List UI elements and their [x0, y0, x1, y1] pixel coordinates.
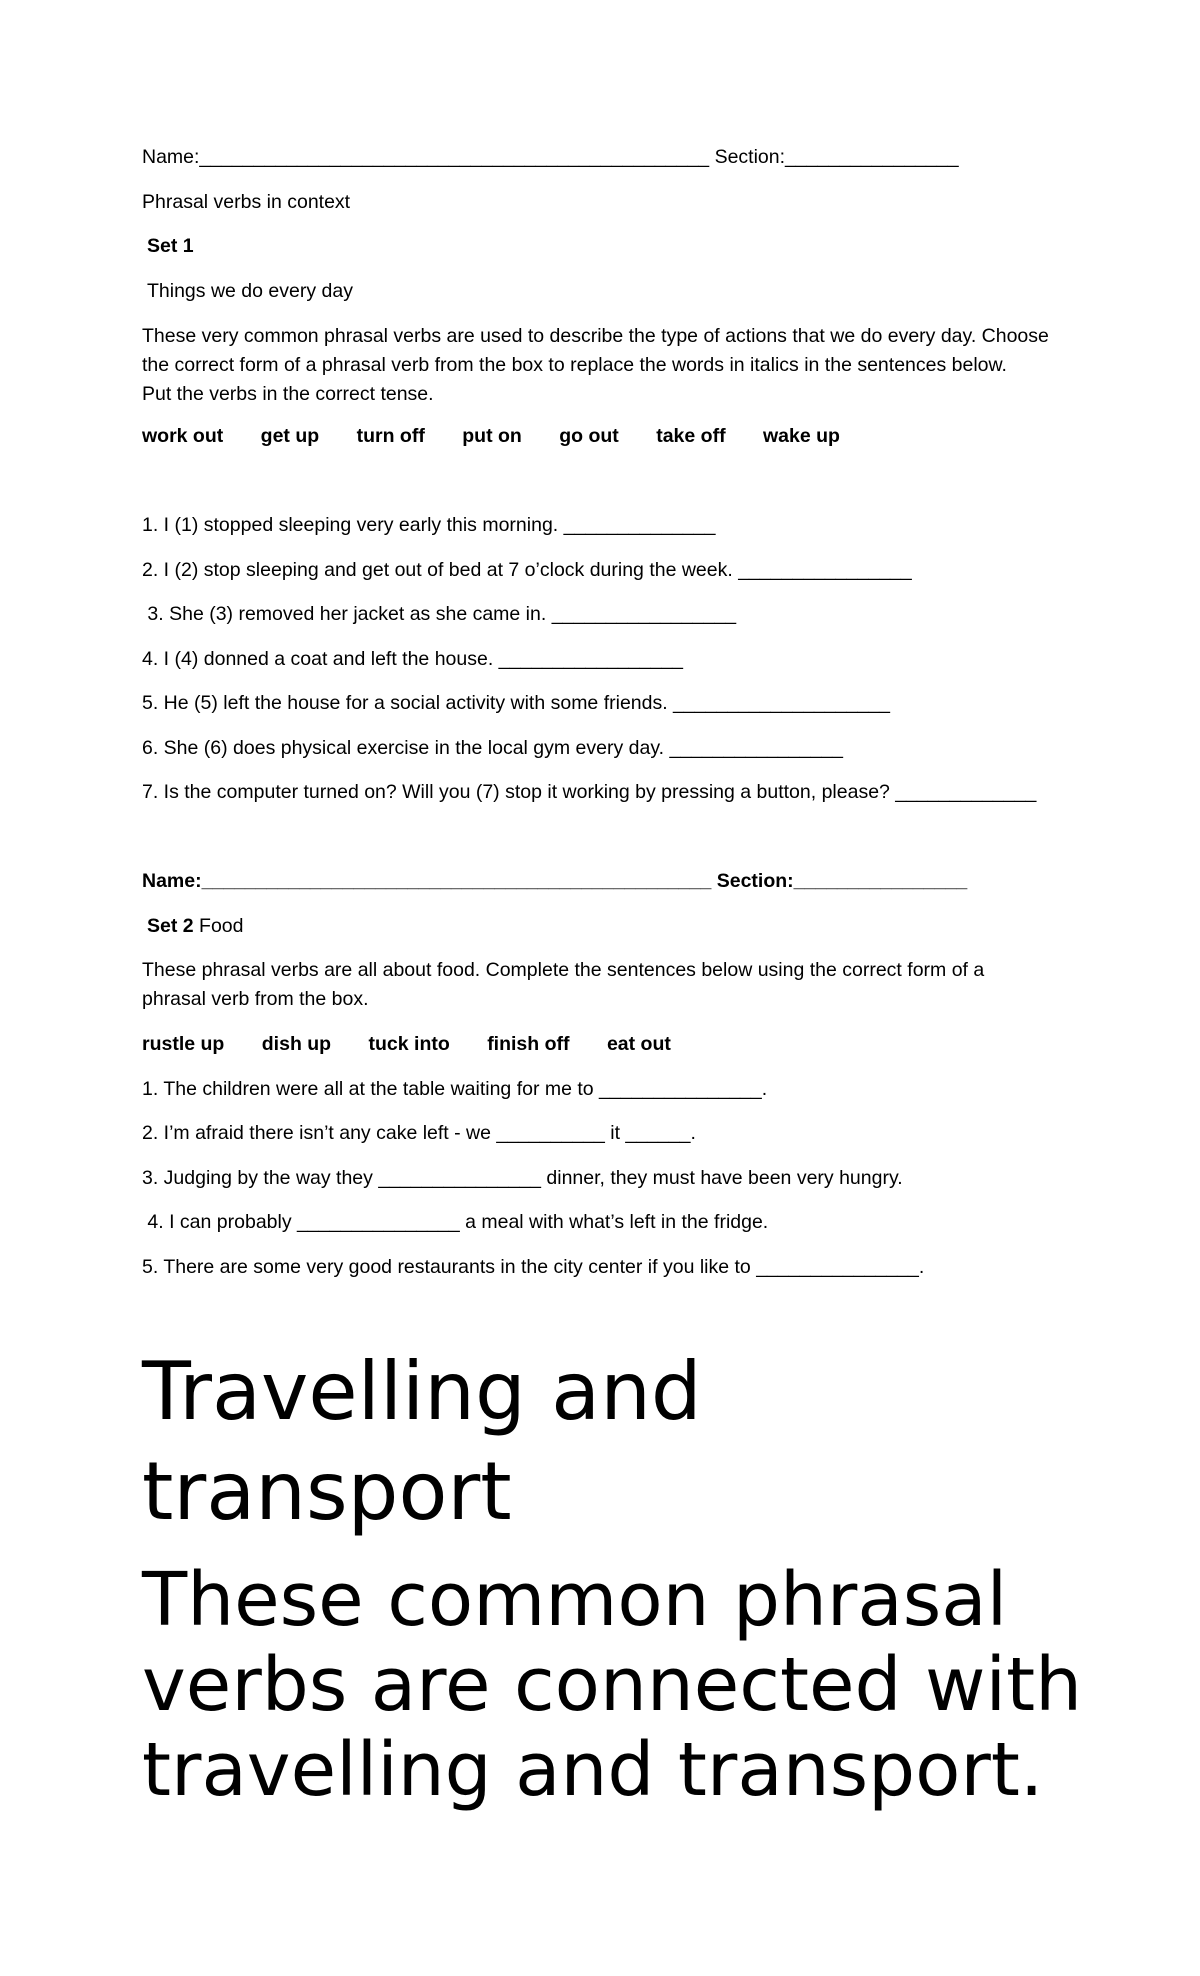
set2-sentence: 2. I’m afraid there isn’t any cake left - we __________ it ______. — [142, 1122, 696, 1144]
set1-sentence: 4. I (4) donned a coat and left the house. _________________ — [142, 648, 684, 670]
set2-verb-box — [142, 1030, 703, 1059]
set1-topic: Things we do every day — [147, 280, 353, 302]
set2-instructions — [142, 956, 1077, 1014]
set2-name-section-line: Name:_______________________________________________ Section:________________ — [142, 870, 968, 892]
set1-label: Set 1 — [147, 235, 194, 257]
set3-intro-line: These common phrasal — [142, 1557, 1008, 1643]
verb-option: eat out — [606, 1033, 671, 1055]
set1-verb-box — [142, 422, 872, 451]
set3-intro-line: travelling and transport. — [142, 1727, 1044, 1813]
set1-sentence: 7. Is the computer turned on? Will you (7) stop it working by pressing a button, please? _____________ — [142, 781, 1037, 803]
set3-intro-line: verbs are connected with — [142, 1642, 1082, 1728]
verb-option: take off — [656, 425, 726, 447]
verb-option: tuck into — [368, 1033, 450, 1055]
verb-option: go out — [559, 425, 619, 447]
set1-sentence: 2. I (2) stop sleeping and get out of bed at 7 o’clock during the week. ________________ — [142, 559, 912, 581]
set3-heading-line: transport — [142, 1445, 512, 1538]
set2-heading — [147, 912, 243, 941]
verb-option: put on — [462, 425, 522, 447]
set2-instructions-line: These phrasal verbs are all about food. Complete the sentences below using the correct form of a — [142, 959, 985, 981]
set1-sentence: 1. I (1) stopped sleeping very early this morning. ______________ — [142, 514, 716, 536]
set2-sentence: 4. I can probably _______________ a meal with what’s left in the fridge. — [142, 1211, 769, 1233]
set2-sentence: 1. The children were all at the table waiting for me to _______________. — [142, 1078, 768, 1100]
set1-instructions-line: the correct form of a phrasal verb from the box to replace the words in italics in the sentences below. — [142, 354, 1007, 376]
verb-option: work out — [142, 425, 224, 447]
verb-option: rustle up — [142, 1033, 225, 1055]
set2-sentence: 5. There are some very good restaurants in the city center if you like to _______________. — [142, 1256, 925, 1278]
set1-name-section-line: Name:_______________________________________________ Section:________________ — [142, 146, 959, 168]
set1-instructions-line: Put the verbs in the correct tense. — [142, 383, 434, 405]
verb-option: turn off — [356, 425, 425, 447]
set1-sentence: 5. He (5) left the house for a social activity with some friends. ____________________ — [142, 692, 890, 714]
verb-option: wake up — [763, 425, 840, 447]
set1-instructions-line: These very common phrasal verbs are used to describe the type of actions that we do every day. Choose — [142, 325, 1049, 347]
set3-heading — [142, 1342, 1102, 1542]
verb-option: dish up — [261, 1033, 332, 1055]
set2-topic: Food — [193, 915, 244, 937]
set1-sentence: 6. She (6) does physical exercise in the local gym every day. ________________ — [142, 737, 843, 759]
verb-option: finish off — [487, 1033, 570, 1055]
set1-sentence: 3. She (3) removed her jacket as she came in. _________________ — [142, 603, 737, 625]
verb-option: get up — [260, 425, 320, 447]
set3-heading-line: Travelling and — [142, 1345, 702, 1438]
set2-label: Set 2 — [147, 915, 194, 937]
set2-instructions-line: phrasal verb from the box. — [142, 988, 369, 1010]
set3-intro — [142, 1558, 1102, 1813]
set2-sentence: 3. Judging by the way they _______________ dinner, they must have been very hungry. — [142, 1167, 903, 1189]
worksheet-title: Phrasal verbs in context — [142, 191, 351, 213]
set1-instructions — [142, 322, 1077, 409]
